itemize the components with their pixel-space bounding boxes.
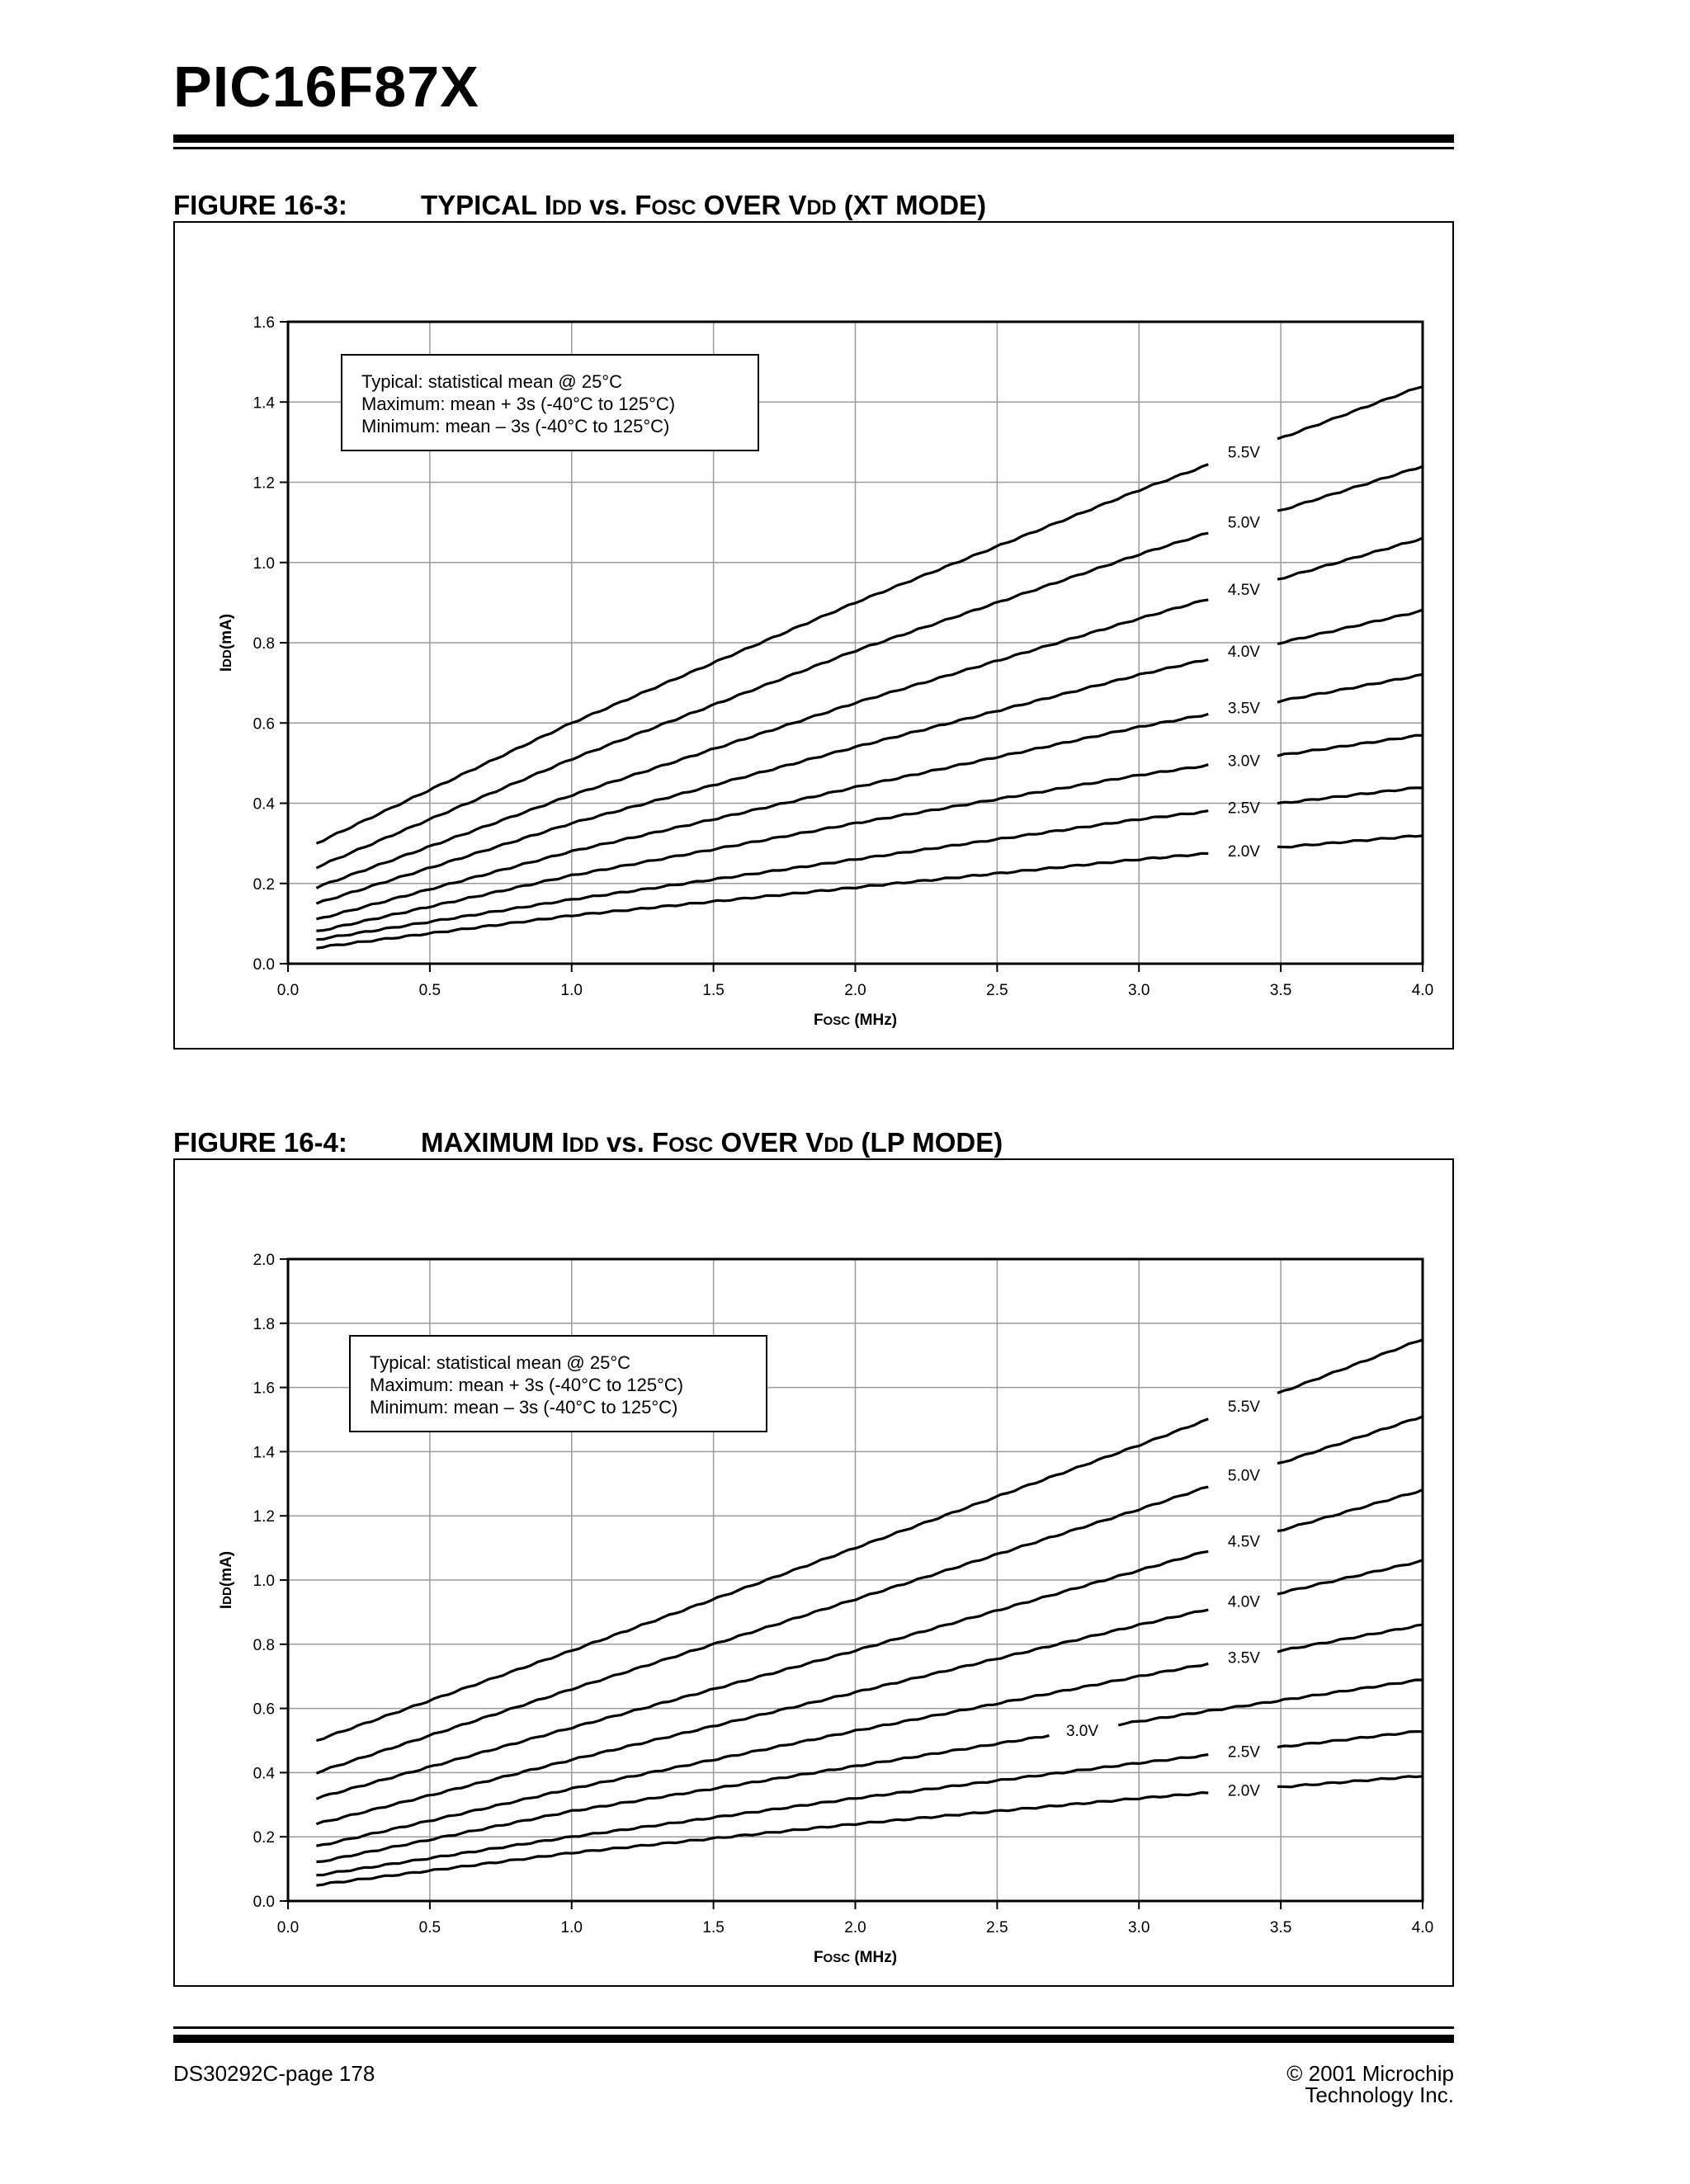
y-axis-label-part: I	[218, 667, 235, 672]
y-tick-label: 1.0	[253, 554, 275, 573]
series-line-3.5V	[316, 714, 1208, 918]
series-label-4.0V: 4.0V	[1227, 644, 1260, 662]
series-line-3.5V	[316, 1663, 1208, 1846]
series-label-5.5V: 5.5V	[1227, 444, 1260, 462]
series-label-4.0V: 4.0V	[1227, 1593, 1260, 1611]
series-line-2.5V	[1277, 1732, 1423, 1748]
series-label-5.0V: 5.0V	[1227, 514, 1260, 532]
figure-16-3-chart-frame	[173, 221, 1454, 1050]
x-axis-label-part: F	[813, 1949, 824, 1966]
legend-line: Minimum: mean – 3s (-40°C to 125°C)	[370, 1397, 678, 1417]
series-label-5.0V: 5.0V	[1227, 1467, 1260, 1485]
series-label-4.5V: 4.5V	[1227, 581, 1260, 599]
series-line-4.0V	[316, 1610, 1208, 1824]
x-axis-label-part: (MHz)	[850, 1012, 898, 1029]
x-tick-label: 0.5	[418, 1919, 441, 1936]
y-axis-label-part: (mA)	[218, 613, 235, 650]
series-line-5.5V	[1277, 1340, 1423, 1393]
x-axis-label-part: OSC	[823, 1014, 851, 1028]
x-tick-label: 2.5	[986, 1919, 1008, 1936]
series-line-3.5V	[1277, 1625, 1423, 1652]
series-line-3.5V	[1277, 675, 1423, 703]
y-tick-label: 0.2	[253, 875, 275, 894]
x-tick-label: 3.5	[1269, 982, 1292, 999]
x-tick-label: 4.0	[1411, 1919, 1434, 1936]
x-tick-label: 4.0	[1411, 982, 1434, 999]
footer-rule-thick	[173, 2035, 1454, 2043]
y-tick-label: 0.0	[253, 956, 275, 974]
legend-line: Typical: statistical mean @ 25°C	[370, 1352, 631, 1373]
series-label-3.0V: 3.0V	[1227, 752, 1260, 771]
series-line-2.5V	[316, 811, 1208, 940]
y-tick-label: 1.2	[253, 1508, 275, 1526]
series-line-2.0V	[316, 1793, 1208, 1886]
series-line-3.0V	[316, 765, 1208, 931]
y-tick-label: 0.8	[253, 1636, 275, 1654]
y-axis-label	[218, 614, 235, 672]
y-tick-label: 1.4	[253, 394, 275, 413]
series-line-4.0V	[1277, 610, 1423, 644]
y-axis-label-part: DD	[220, 649, 234, 667]
header-rule-thick	[173, 134, 1454, 143]
page-title: PIC16F87X	[173, 54, 479, 119]
x-axis-label-part: (MHz)	[850, 1949, 898, 1966]
series-line-4.5V	[1277, 1490, 1423, 1531]
legend-line: Maximum: mean + 3s (-40°C to 125°C)	[361, 394, 676, 414]
series-line-5.0V	[1277, 466, 1423, 511]
x-tick-label: 2.5	[986, 982, 1008, 999]
x-tick-label: 1.0	[560, 982, 583, 999]
series-label-2.5V: 2.5V	[1227, 1743, 1260, 1762]
x-tick-label: 0.0	[276, 982, 300, 999]
y-axis-label	[218, 1551, 235, 1609]
y-tick-label: 1.4	[253, 1444, 275, 1462]
y-tick-label: 1.0	[253, 1573, 275, 1590]
y-tick-label: 0.4	[253, 1765, 275, 1783]
series-line-4.5V	[316, 1551, 1208, 1799]
series-label-3.5V: 3.5V	[1227, 1649, 1260, 1667]
series-line-2.0V	[1277, 836, 1423, 847]
y-axis-label-part: I	[218, 1604, 235, 1610]
series-label-3.0V: 3.0V	[1065, 1723, 1099, 1741]
x-tick-label: 3.0	[1128, 1919, 1150, 1936]
y-axis-label-part: (mA)	[218, 1550, 235, 1587]
y-tick-label: 0.6	[253, 1701, 275, 1719]
x-tick-label: 1.5	[702, 982, 725, 999]
footer-page-number: DS30292C-page 178	[173, 2061, 375, 2086]
x-axis-label-part: OSC	[823, 1951, 851, 1965]
y-tick-label: 0.0	[253, 1894, 275, 1911]
x-tick-label: 2.0	[844, 982, 866, 999]
x-tick-label: 1.0	[560, 1919, 583, 1936]
y-tick-label: 1.6	[253, 314, 275, 332]
legend-line: Typical: statistical mean @ 25°C	[361, 371, 623, 392]
figure-16-4-title: MAXIMUM IDD vs. FOSC OVER VDD (LP MODE)	[421, 1127, 1003, 1158]
figure-16-3-chart	[175, 223, 1456, 1051]
y-tick-label: 0.2	[253, 1829, 275, 1847]
y-tick-label: 2.0	[253, 1252, 275, 1269]
y-tick-label: 0.8	[253, 635, 275, 653]
x-axis-label-part: F	[813, 1012, 824, 1029]
y-tick-label: 1.8	[253, 1315, 275, 1333]
x-tick-label: 3.0	[1128, 982, 1150, 999]
series-line-5.5V	[1277, 387, 1423, 439]
series-line-3.0V	[1118, 1680, 1423, 1725]
y-tick-label: 1.6	[253, 1380, 275, 1398]
x-tick-label: 2.0	[844, 1919, 866, 1936]
series-label-4.5V: 4.5V	[1227, 1533, 1260, 1551]
y-tick-label: 0.6	[253, 715, 275, 734]
x-axis-label	[814, 1012, 897, 1029]
series-line-5.0V	[1277, 1417, 1423, 1464]
figure-16-3-title: TYPICAL IDD vs. FOSC OVER VDD (XT MODE)	[421, 190, 987, 220]
y-tick-label: 0.4	[253, 795, 275, 814]
footer-copyright: © 2001 Microchip Technology Inc.	[1286, 2061, 1454, 2107]
figure-16-4-number: FIGURE 16-4:	[173, 1127, 347, 1158]
x-tick-label: 0.5	[418, 982, 441, 999]
figure-16-3-number: FIGURE 16-3:	[173, 190, 347, 220]
header-rule-thin	[173, 147, 1454, 149]
x-tick-label: 3.5	[1269, 1919, 1292, 1936]
series-line-2.5V	[1277, 788, 1423, 804]
y-tick-label: 1.2	[253, 474, 275, 493]
series-label-3.5V: 3.5V	[1227, 700, 1260, 718]
series-line-2.0V	[1277, 1776, 1423, 1787]
series-line-4.5V	[1277, 538, 1423, 579]
figure-16-4-chart-frame	[173, 1158, 1454, 1987]
footer-rule-thin	[173, 2026, 1454, 2029]
legend-line: Minimum: mean – 3s (-40°C to 125°C)	[361, 416, 670, 436]
figure-16-4-chart	[175, 1160, 1456, 1988]
series-line-2.0V	[316, 853, 1208, 948]
series-line-4.0V	[1277, 1560, 1423, 1594]
series-label-2.5V: 2.5V	[1227, 800, 1260, 818]
legend-line: Maximum: mean + 3s (-40°C to 125°C)	[370, 1375, 684, 1395]
series-label-2.0V: 2.0V	[1227, 1782, 1260, 1800]
x-tick-label: 1.5	[702, 1919, 725, 1936]
x-axis-label	[814, 1949, 897, 1966]
y-axis-label-part: DD	[220, 1587, 234, 1605]
x-tick-label: 0.0	[276, 1919, 300, 1936]
series-line-3.0V	[1277, 735, 1423, 756]
series-line-5.0V	[316, 533, 1208, 868]
series-label-5.5V: 5.5V	[1227, 1399, 1260, 1417]
series-label-2.0V: 2.0V	[1227, 842, 1260, 861]
